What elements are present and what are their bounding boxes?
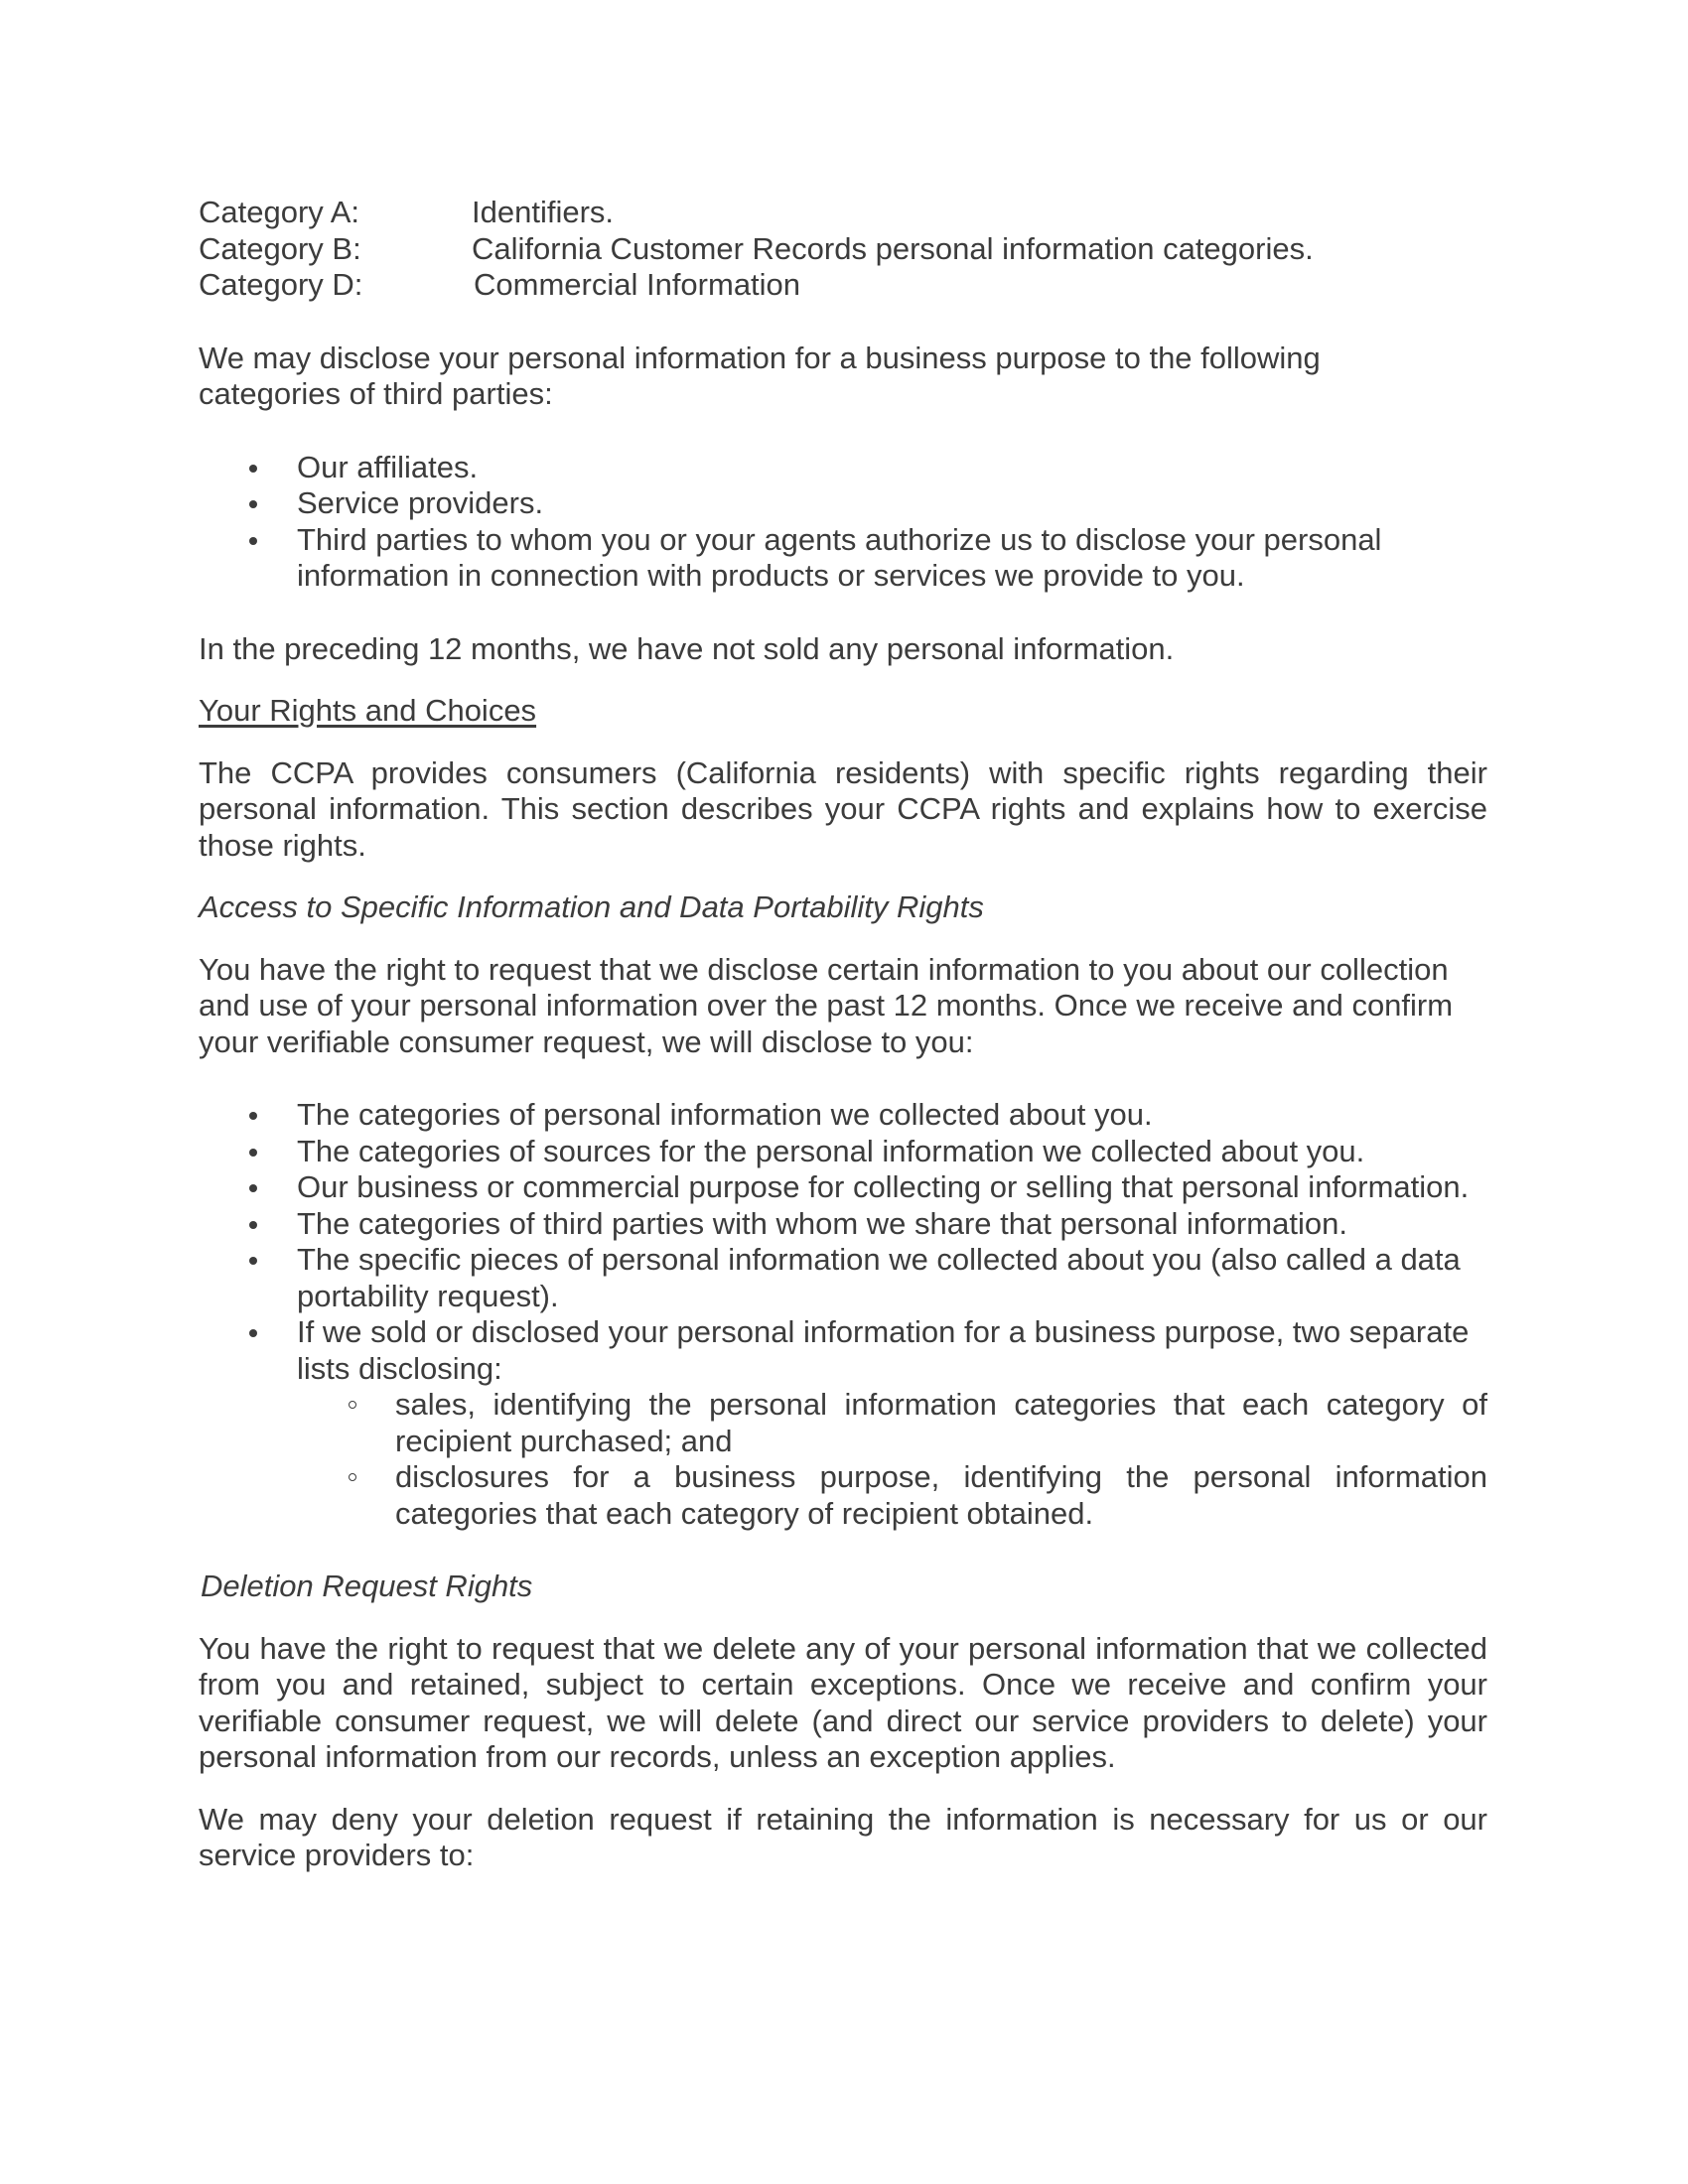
access-intro-paragraph: You have the right to request that we disclose certain information to you about our collection and use of your personal information over the past 12 months. Once we receive and confirm your verifiable consumer request, we will disclose to you: [199, 951, 1454, 1059]
category-row [199, 267, 1487, 304]
list-item: Service providers. [199, 485, 1487, 522]
not-sold-paragraph: In the preceding 12 months, we have not sold any personal information. [199, 630, 1175, 666]
subsection-heading: Deletion Request Rights [201, 1569, 533, 1603]
list-item: The categories of personal information we collected about you. [199, 1097, 1487, 1134]
list-item: Third parties to whom you or your agents authorize us to disclose your personal information in connection with products or services we provide to you. [199, 522, 1487, 595]
list-item-text: If we sold or disclosed your personal information for a business purpose, two separate lists disclosing: [297, 1314, 1470, 1386]
category-list [199, 195, 1487, 304]
list-item: Our business or commercial purpose for collecting or selling that personal information. [199, 1169, 1487, 1206]
category-row [199, 231, 1487, 268]
deletion-intro-paragraph: You have the right to request that we delete any of your personal information that we collected from you and retained, subject to certain exceptions. Once we receive and confirm your verifiable consumer request, we will delete (and direct our service providers to delete) your personal information from our records, unless an exception applies. [199, 1630, 1487, 1774]
list-item: The categories of third parties with whom we share that personal information. [199, 1206, 1487, 1243]
category-value: Commercial Information [474, 267, 801, 302]
category-label: Category D: [199, 267, 363, 302]
category-value: Identifiers. [472, 195, 615, 229]
list-item: The categories of sources for the personal information we collected about you. [199, 1134, 1487, 1170]
deny-intro-paragraph: We may deny your deletion request if retaining the information is necessary for us or our service providers to: [199, 1801, 1487, 1872]
sub-list-item: disclosures for a business purpose, identifying the personal information categories that each category of recipient obtained. [297, 1459, 1487, 1532]
category-label: Category B: [199, 230, 361, 266]
sub-list-item: sales, identifying the personal information categories that each category of recipient purchased; and [297, 1387, 1487, 1459]
category-value: California Customer Records personal information categories. [472, 230, 1314, 266]
list-item [199, 1314, 1487, 1532]
subsection-heading: Access to Specific Information and Data Portability Rights [199, 889, 984, 924]
sub-list [297, 1387, 1487, 1532]
category-label: Category A: [199, 195, 359, 229]
section-heading: Your Rights and Choices [199, 693, 537, 728]
disclose-intro-paragraph: We may disclose your personal information for a business purpose to the following categories of third parties: [199, 340, 1321, 411]
category-row [199, 195, 1487, 231]
document-page [199, 195, 1487, 1900]
third-parties-list [199, 450, 1487, 595]
list-item: Our affiliates. [199, 450, 1487, 486]
access-items-list [199, 1097, 1487, 1532]
rights-intro-paragraph: The CCPA provides consumers (California residents) with specific rights regarding their personal information. This section describes your CCPA rights and explains how to exercise those rights. [199, 754, 1487, 863]
list-item: The specific pieces of personal information we collected about you (also called a data portability request). [199, 1242, 1487, 1314]
